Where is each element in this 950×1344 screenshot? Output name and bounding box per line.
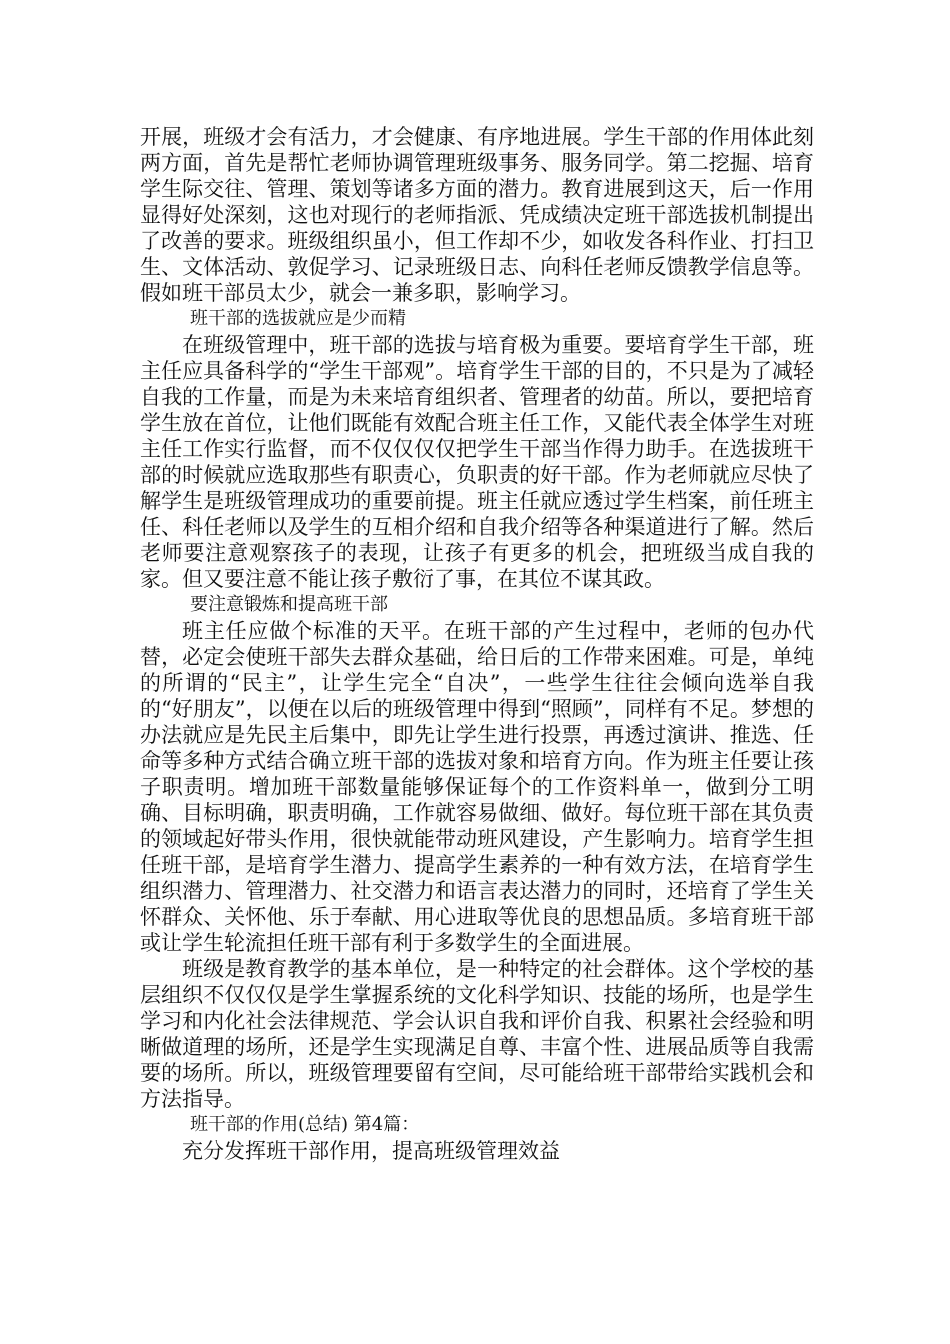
paragraph-selection: 在班级管理中，班干部的选拔与培育极为重要。要培育学生干部，班主任应具备科学的“学生干部观”。培育学生干部的目的，不只是为了减轻自我的工作量，而是为未来培育组织者、管理者的幼苗。所以，要把培育学生放在首位，让他们既能有效配合班主任工作，又能代表全体学生对班主任工作实行监督，而不仅仅仅仅把学生干部当作得力助手。在选拔班干部的时候就应选取那些有职责心，负职责的好干部。作为老师就应尽快了解学生是班级管理成功的重要前提。班主任就应透过学生档案，前任班主任、科任老师以及学生的互相介绍和自我介绍等各种渠道进行了解。然后老师要注意观察孩子的表现，让孩子有更多的机会，把班级当成自我的家。但又要注意不能让孩子敷衍了事，在其位不谋其政。 [140,333,814,591]
paragraph-part4-title: 充分发挥班干部作用，提高班级管理效益 [182,1139,560,1163]
section-heading-training: 要注意锻炼和提高班干部 [190,594,388,615]
section-heading-part4: 班干部的作用(总结) 第4篇： [190,1114,420,1135]
paragraph-continued: 开展，班级才会有活力，才会健康、有序地进展。学生干部的作用体此刻两方面，首先是帮忙老师协调管理班级事务、服务同学。第二挖掘、培育学生际交往、管理、策划等诸多方面的潜力。教育进展到这天，后一作用显得好处深刻，这也对现行的老师指派、凭成绩决定班干部选拔机制提出了改善的要求。班级组织虽小，但工作却不少，如收发各科作业、打扫卫生、文体活动、敦促学习、记录班级日志、向科任老师反馈教学信息等。假如班干部员太少，就会一兼多职，影响学习。 [140,125,814,305]
paragraph-training: 班主任应做个标准的天平。在班干部的产生过程中，老师的包办代替，必定会使班干部失去群众基础，给日后的工作带来困难。可是，单纯的所谓的“民主”，让学生完全“自决”，一些学生往往会倾向选举自我的“好朋友”，以便在以后的班级管理中得到“照顾”，同样有不足。梦想的办法就应是先民主后集中，即先让学生进行投票，再透过演讲、推选、任命等多种方式结合确立班干部的选拔对象和培育方向。作为班主任要让孩子职责明。增加班干部数量能够保证每个的工作资料单一，做到分工明确、目标明确，职责明确，工作就容易做细、做好。每位班干部在其负责的领域起好带头作用，很快就能带动班风建设，产生影响力。培育学生担任班干部，是培育学生潜力、提高学生素养的一种有效方法，在培育学生组织潜力、管理潜力、社交潜力和语言表达潜力的同时，还培育了学生关怀群众、关怀他、乐于奉献、用心进取等优良的思想品质。多培育班干部或让学生轮流担任班干部有利于多数学生的全面进展。 [140,619,814,955]
section-heading-selection: 班干部的选拔就应是少而精 [190,308,406,329]
paragraph-class-unit: 班级是教育教学的基本单位，是一种特定的社会群体。这个学校的基层组织不仅仅仅是学生掌握系统的文化科学知识、技能的场所，也是学生学习和内化社会法律规范、学会认识自我和评价自我、积累社会经验和明晰做道理的场所，还是学生实现满足自尊、丰富个性、进展品质等自我需要的场所。所以，班级管理要留有空间，尽可能给班干部带给实践机会和方法指导。 [140,957,814,1111]
document-page [140,124,814,1164]
